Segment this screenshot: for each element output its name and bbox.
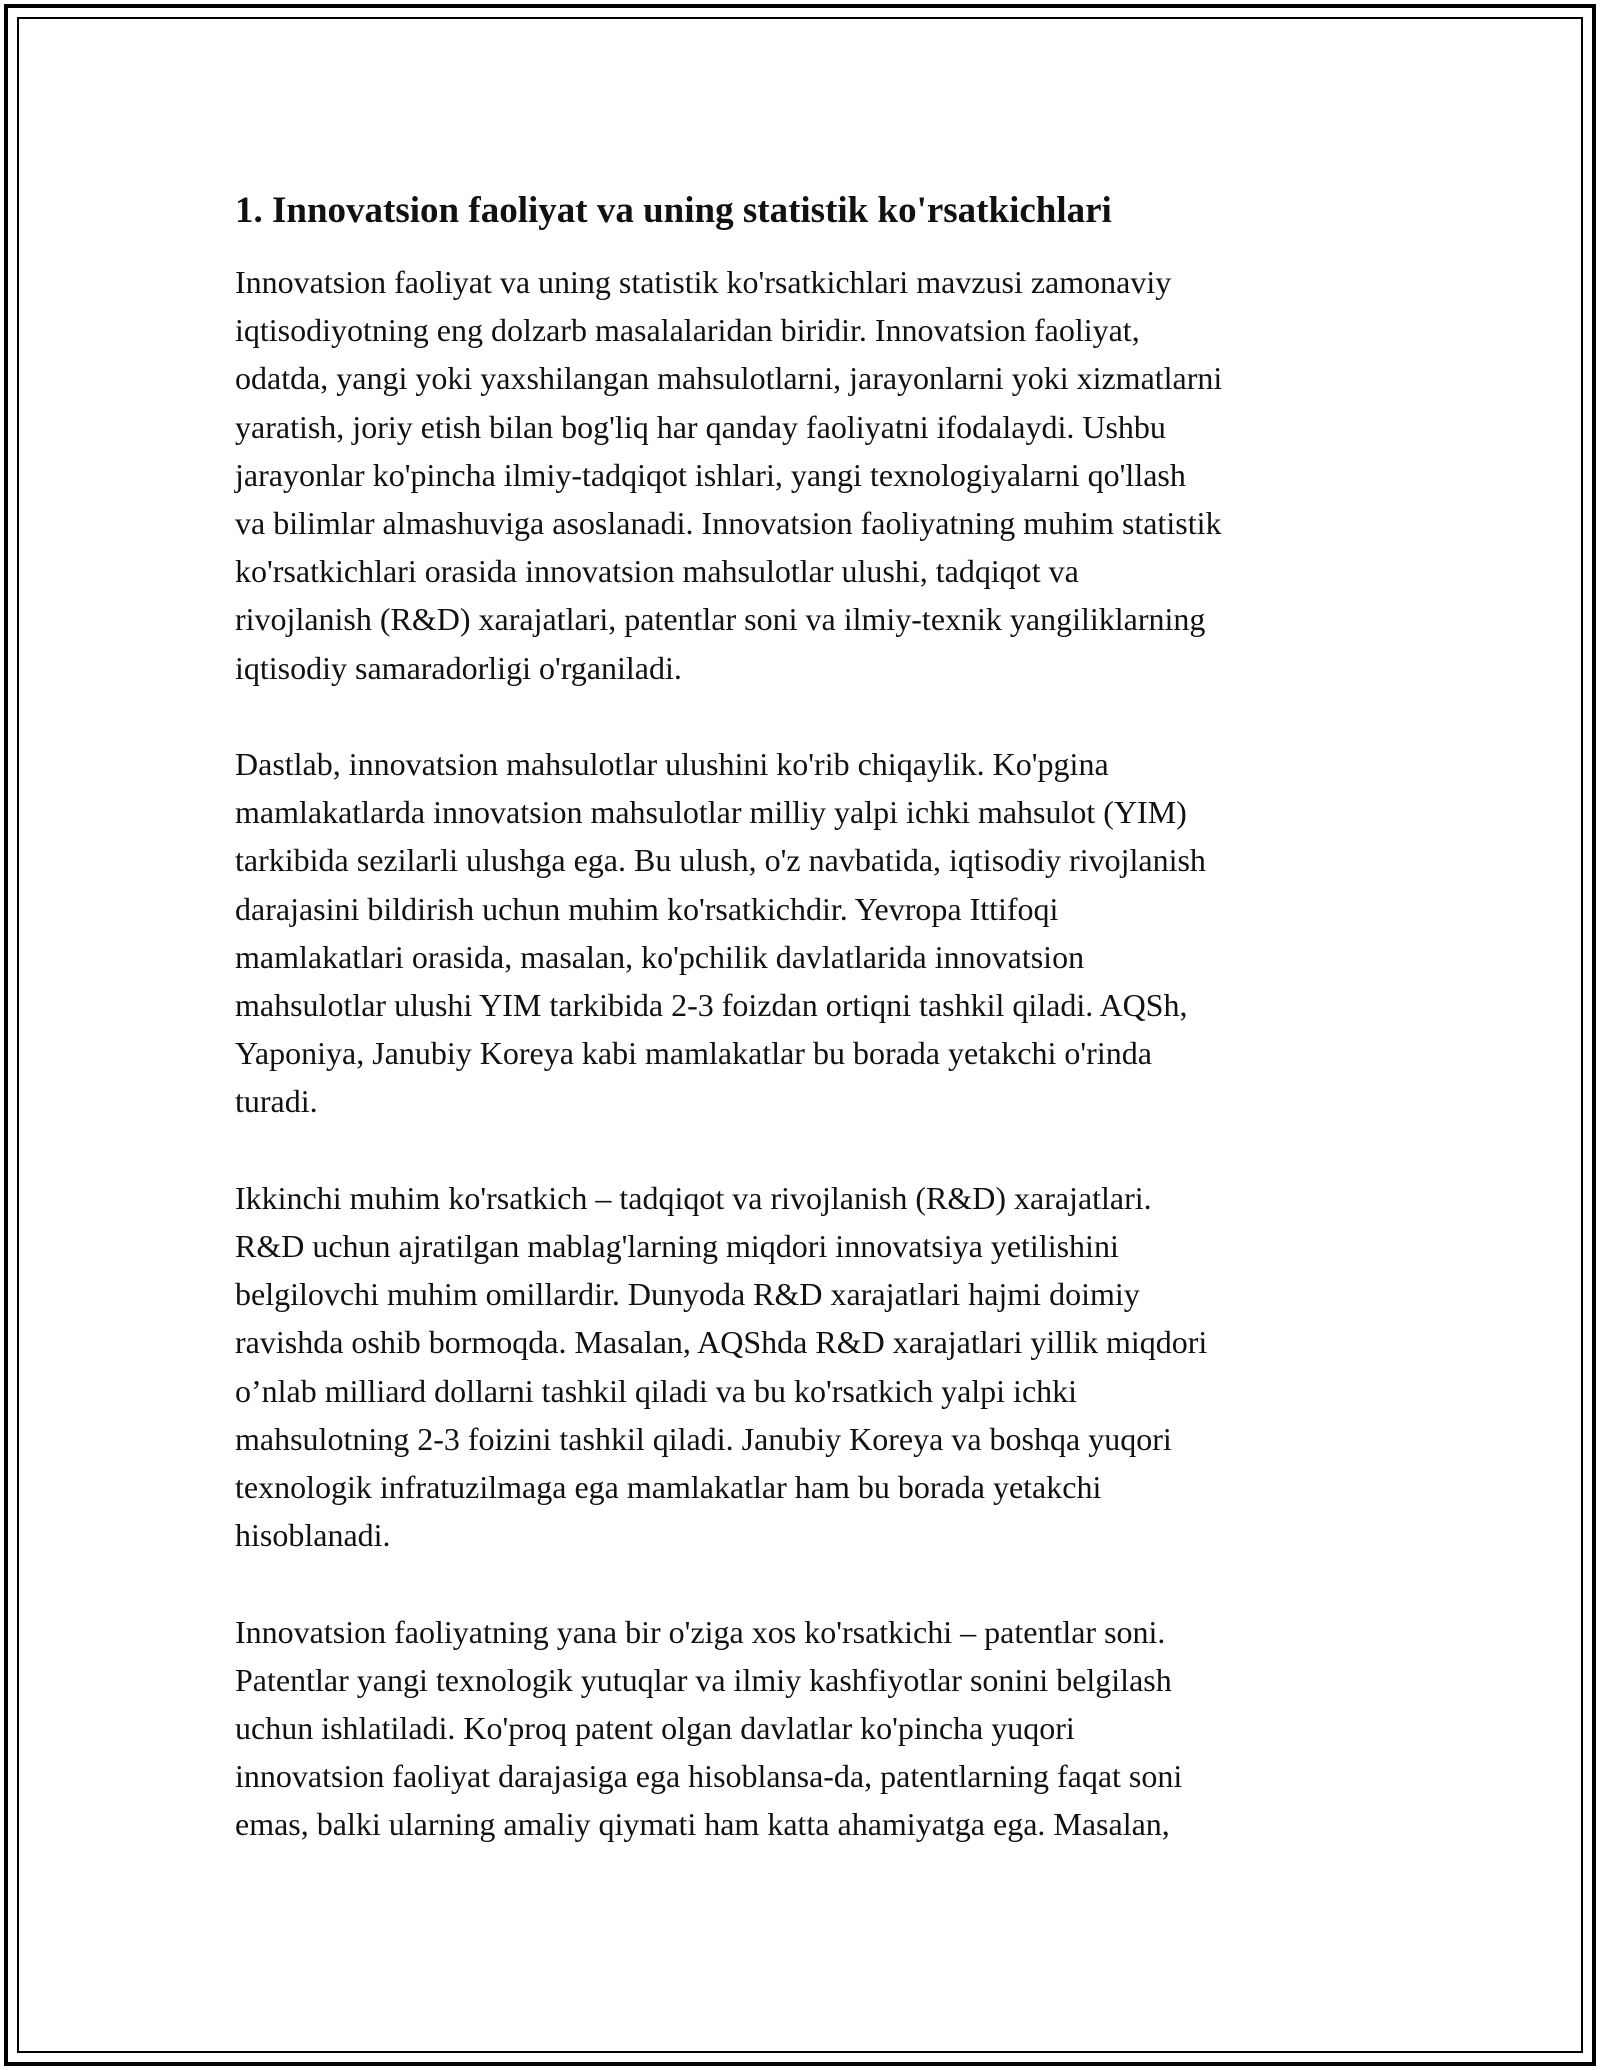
document-body <box>235 187 1385 1897</box>
text-line: innovatsion faoliyat darajasiga ega hisoblansa-da, patentlarning faqat soni <box>235 1758 1183 1795</box>
paragraph-2 <box>235 740 1385 1126</box>
text-line: ravishda oshib bormoqda. Masalan, AQShda R&D xarajatlari yillik miqdori <box>235 1324 1208 1361</box>
text-line: mahsulotning 2-3 foizini tashkil qiladi. Janubiy Koreya va boshqa yuqori <box>235 1420 1172 1457</box>
text-line: R&D uchun ajratilgan mablag'larning miqdori innovatsiya yetilishini <box>235 1228 1119 1265</box>
text-line: Innovatsion faoliyat va uning statistik ko'rsatkichlari mavzusi zamonaviy <box>235 264 1172 300</box>
text-line: Dastlab, innovatsion mahsulotlar ulushini ko'rib chiqaylik. Ko'pgina <box>235 746 1109 783</box>
text-line: hisoblanadi. <box>235 1517 391 1554</box>
paragraph-4 <box>235 1608 1385 1849</box>
text-line: va bilimlar almashuviga asoslanadi. Innovatsion faoliyatning muhim statistik <box>235 505 1222 542</box>
text-line: jarayonlar ko'pincha ilmiy-tadqiqot ishlari, yangi texnologiyalarni qo'llash <box>235 456 1186 493</box>
text-line: Innovatsion faoliyatning yana bir o'ziga xos ko'rsatkichi – patentlar soni. <box>235 1613 1166 1650</box>
text-line: Yaponiya, Janubiy Koreya kabi mamlakatlar bu borada yetakchi o'rinda <box>235 1035 1152 1072</box>
text-line: odatda, yangi yoki yaxshilangan mahsulotlarni, jarayonlarni yoki xizmatlarni <box>235 360 1223 397</box>
text-line: tarkibida sezilarli ulushga ega. Bu ulush, o'z navbatida, iqtisodiy rivojlanish <box>235 842 1206 879</box>
text-line: uchun ishlatiladi. Ko'proq patent olgan davlatlar ko'pincha yuqori <box>235 1710 1075 1747</box>
text-line: rivojlanish (R&D) xarajatlari, patentlar soni va ilmiy-texnik yangiliklarning <box>235 601 1206 638</box>
text-line: mamlakatlarda innovatsion mahsulotlar milliy yalpi ichki mahsulot (YIM) <box>235 794 1187 831</box>
paragraph-1 <box>235 258 1385 692</box>
text-line: mahsulotlar ulushi YIM tarkibida 2-3 foizdan ortiqni tashkil qiladi. AQSh, <box>235 987 1188 1024</box>
text-line: yaratish, joriy etish bilan bog'liq har qanday faoliyatni ifodalaydi. Ushbu <box>235 408 1166 445</box>
text-line: ko'rsatkichlari orasida innovatsion mahsulotlar ulushi, tadqiqot va <box>235 553 1079 590</box>
paragraph-3 <box>235 1174 1385 1560</box>
text-line: Patentlar yangi texnologik yutuqlar va ilmiy kashfiyotlar sonini belgilash <box>235 1661 1172 1698</box>
section-heading: 1. Innovatsion faoliyat va uning statistik ko'rsatkichlari <box>235 190 1112 231</box>
text-line: mamlakatlari orasida, masalan, ko'pchilik davlatlarida innovatsion <box>235 938 1085 975</box>
text-line: darajasini bildirish uchun muhim ko'rsatkichdir. Yevropa Ittifoqi <box>235 890 1059 927</box>
text-line: Ikkinchi muhim ko'rsatkich – tadqiqot va rivojlanish (R&D) xarajatlari. <box>235 1179 1152 1216</box>
text-line: iqtisodiyotning eng dolzarb masalalaridan biridir. Innovatsion faoliyat, <box>235 312 1140 349</box>
text-line: iqtisodiy samaradorligi o'rganiladi. <box>235 649 682 686</box>
text-line: texnologik infratuzilmaga ega mamlakatlar ham bu borada yetakchi <box>235 1469 1102 1506</box>
text-line: turadi. <box>235 1083 318 1120</box>
text-line: belgilovchi muhim omillardir. Dunyoda R&D xarajatlari hajmi doimiy <box>235 1276 1140 1313</box>
text-line: o’nlab milliard dollarni tashkil qiladi va bu ko'rsatkich yalpi ichki <box>235 1372 1078 1409</box>
text-line: emas, balki ularning amaliy qiymati ham katta ahamiyatga ega. Masalan, <box>235 1806 1170 1843</box>
